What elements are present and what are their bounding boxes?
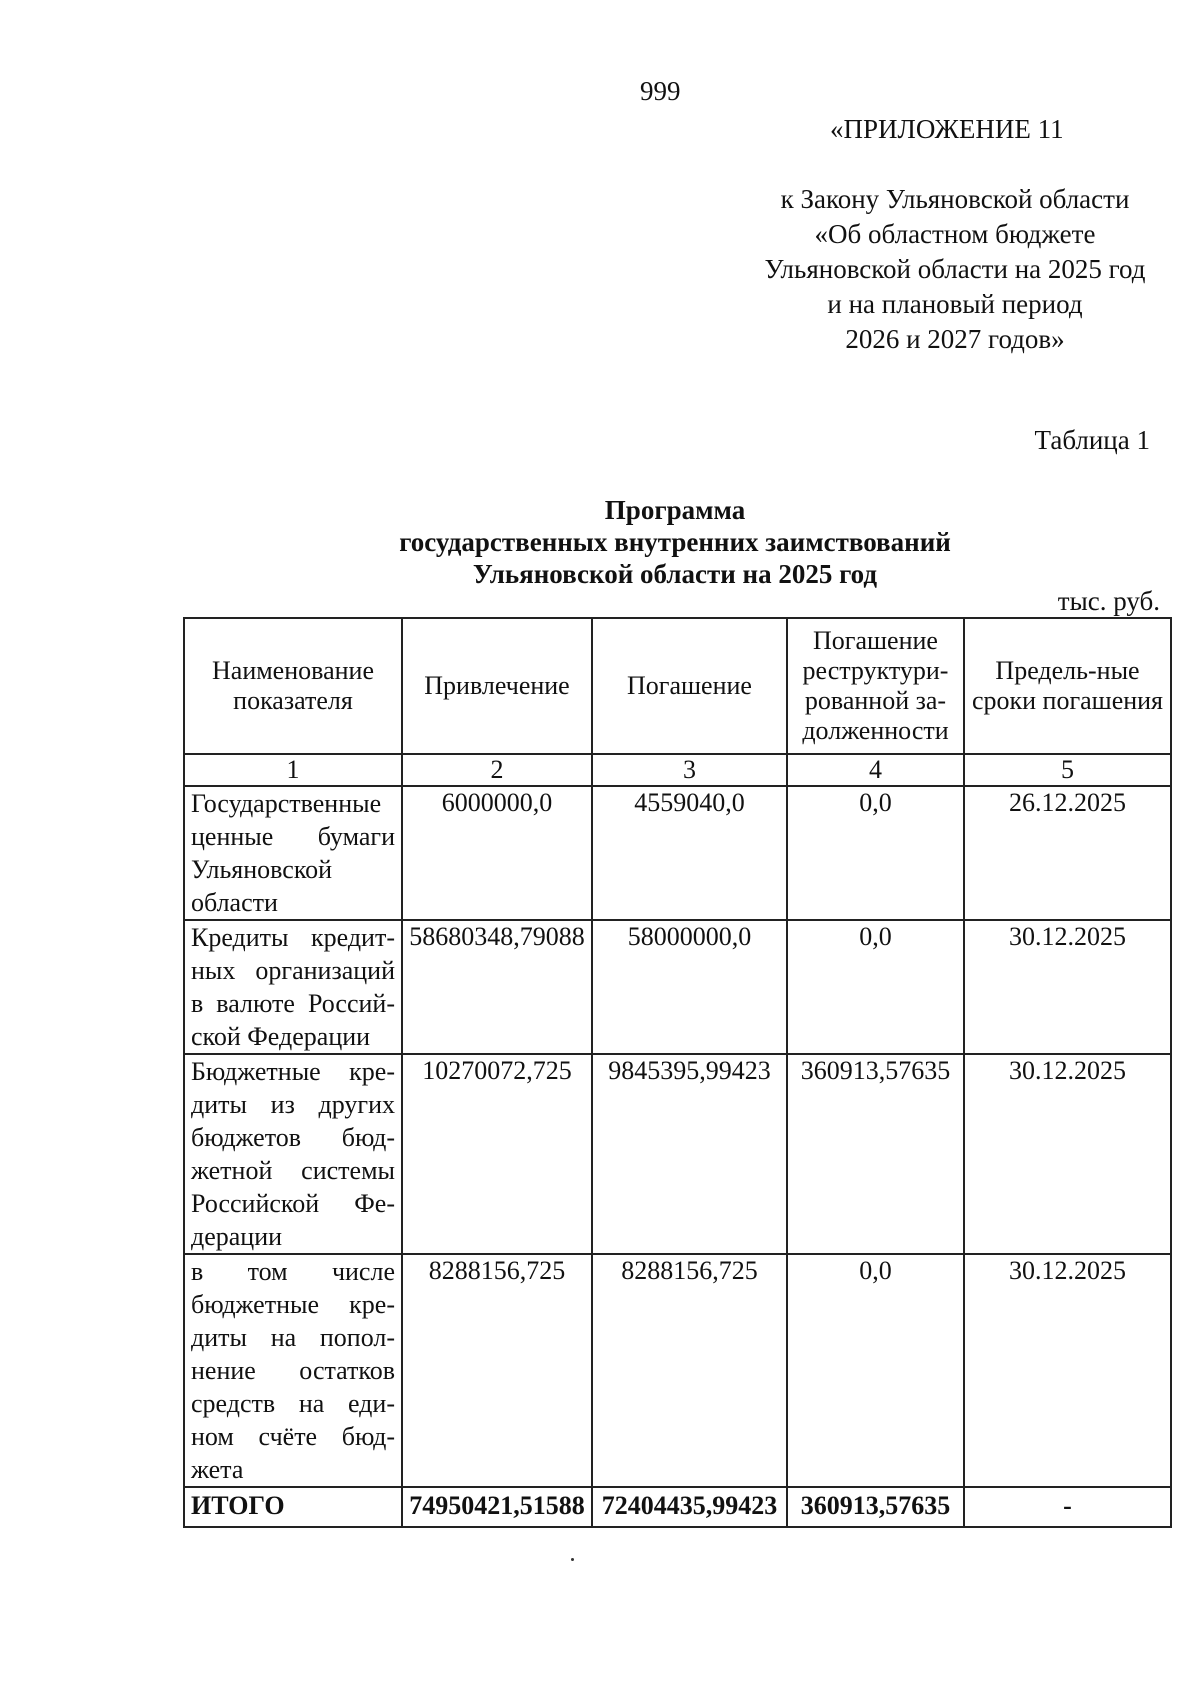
program-title-line: Ульяновской области на 2025 год [472, 559, 878, 589]
total-deadline: - [964, 1487, 1171, 1527]
header-attraction: Привлечение [402, 618, 592, 754]
total-restructured: 360913,57635 [787, 1487, 964, 1527]
program-title [350, 494, 1000, 590]
borrowing-program-table [183, 617, 1172, 1528]
table-label: Таблица 1 [1034, 425, 1150, 455]
column-number: 1 [184, 754, 402, 786]
column-number: 5 [964, 754, 1171, 786]
law-reference-line: и на плановый период [827, 289, 1083, 319]
total-attraction: 74950421,51588 [402, 1487, 592, 1527]
row-restructured: 0,0 [787, 920, 964, 1054]
law-reference [720, 182, 1190, 357]
total-repayment: 72404435,99423 [592, 1487, 787, 1527]
row-deadline: 26.12.2025 [964, 786, 1171, 920]
row-name: в том числе бюджетные кре-диты на попол-нение остатков средств на еди-ном счёте бюд-жета [184, 1254, 402, 1487]
row-deadline: 30.12.2025 [964, 1254, 1171, 1487]
table-header-row [184, 618, 1171, 754]
row-restructured: 360913,57635 [787, 1054, 964, 1254]
table-row [184, 1054, 1171, 1254]
column-number: 2 [402, 754, 592, 786]
row-deadline: 30.12.2025 [964, 1054, 1171, 1254]
row-attraction: 10270072,725 [402, 1054, 592, 1254]
row-repayment: 58000000,0 [592, 920, 787, 1054]
table-row [184, 786, 1171, 920]
row-name: Кредиты кредит-ных организаций в валюте Россий-ской Федерации [184, 920, 402, 1054]
column-number: 4 [787, 754, 964, 786]
appendix-title: «ПРИЛОЖЕНИЕ 11 [830, 114, 1064, 144]
table-row [184, 920, 1171, 1054]
row-restructured: 0,0 [787, 1254, 964, 1487]
law-reference-line: к Закону Ульяновской области [780, 184, 1130, 214]
header-repayment: Погашение [592, 618, 787, 754]
units-label: тыс. руб. [1057, 586, 1160, 616]
header-restructured-repayment: Погашение реструктури-рованной за-долженности [787, 618, 964, 754]
row-repayment: 4559040,0 [592, 786, 787, 920]
law-reference-line: Ульяновской области на 2025 год [764, 254, 1146, 284]
total-row [184, 1487, 1171, 1527]
column-number-row [184, 754, 1171, 786]
header-repayment-deadline: Предель-ные сроки погашения [964, 618, 1171, 754]
law-reference-line: 2026 и 2027 годов» [845, 324, 1065, 354]
row-name: Бюджетные кре-диты из других бюджетов бюд-жетной системы Российской Фе-дерации [184, 1054, 402, 1254]
law-reference-line: «Об областном бюджете [814, 219, 1096, 249]
page-number: 999 [640, 76, 681, 106]
column-number: 3 [592, 754, 787, 786]
table-row [184, 1254, 1171, 1487]
row-deadline: 30.12.2025 [964, 920, 1171, 1054]
row-attraction: 58680348,79088 [402, 920, 592, 1054]
row-name: Государственные ценные бумаги Ульяновской области [184, 786, 402, 920]
row-repayment: 8288156,725 [592, 1254, 787, 1487]
program-title-line: Программа [604, 495, 746, 525]
header-indicator-name: Наименование показателя [184, 618, 402, 754]
row-repayment: 9845395,99423 [592, 1054, 787, 1254]
row-attraction: 8288156,725 [402, 1254, 592, 1487]
total-label: ИТОГО [184, 1487, 402, 1527]
scan-speck [571, 1558, 574, 1561]
row-attraction: 6000000,0 [402, 786, 592, 920]
program-title-line: государственных внутренних заимствований [399, 527, 951, 557]
row-restructured: 0,0 [787, 786, 964, 920]
